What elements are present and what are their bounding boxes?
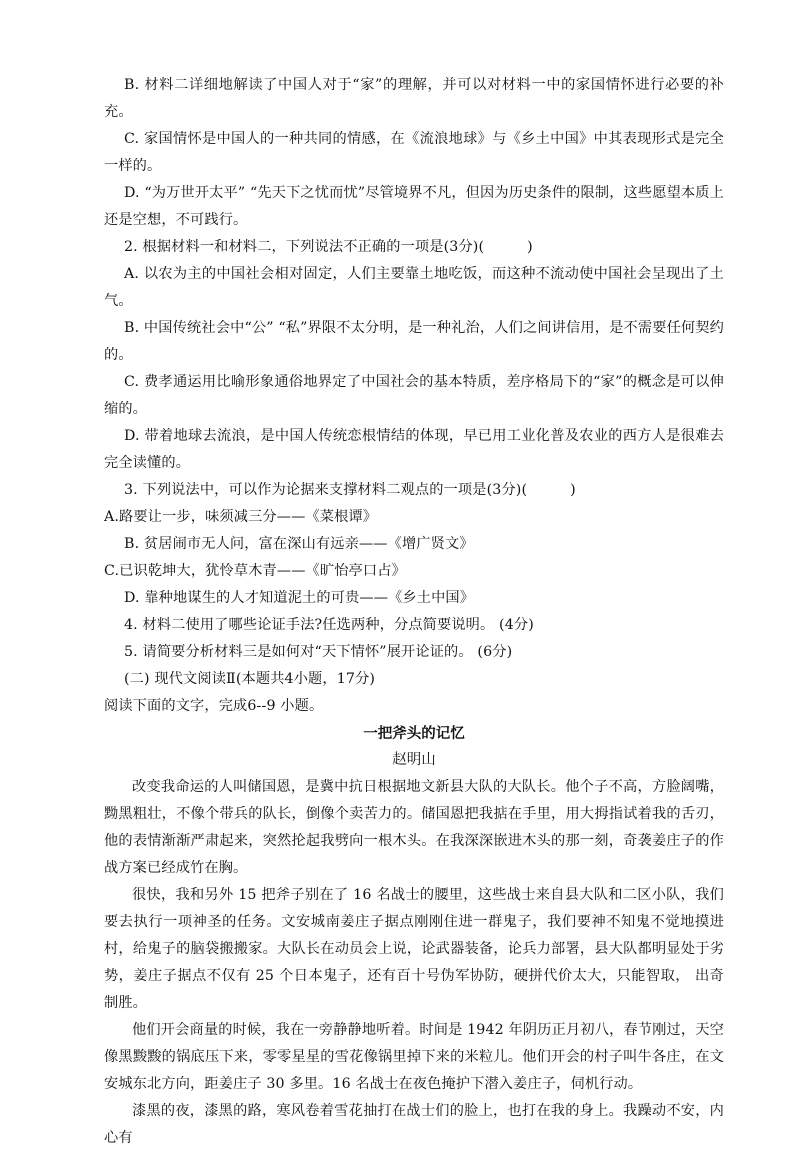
article-paragraph: 很快，我和另外 15 把斧子别在了 16 名战士的腰里，这些战士来自县大队和二区小队，我们要去执行一项神圣的任务。文安城南姜庄子据点刚刚住进一群鬼子，我们要神不知鬼不觉地摸进村，给鬼子的脑袋搬搬家。大队长在动员会上说，论武器装备，论兵力部署，县大队都明显处于劣势，姜庄子据点不仅有 25 个日本鬼子，还有百十号伪军协防，硬拼代价太大，只能智取， 出奇制胜。 [104, 887, 724, 1011]
reading-instruction: 阅读下面的文字，完成6--9 小题。 [104, 698, 324, 714]
question-2-option-b: B. 中国传统社会中“公” “私”界限不太分明，是一种礼治，人们之间讲信用，是不需要任何契约的。 [104, 320, 724, 363]
article-author: 赵明山 [392, 752, 436, 768]
question-2-option-a: A. 以农为主的中国社会相对固定，人们主要靠土地吃饭，而这种不流动使中国社会呈现出了土气。 [104, 266, 724, 309]
option-c-material: C. 家国情怀是中国人的一种共同的情感，在《流浪地球》与《乡土中国》中其表现形式是完全一样的。 [104, 131, 724, 174]
section-heading: (二) 现代文阅读Ⅱ(本题共4小题，17分) [124, 671, 376, 687]
question-2: 2. 根据材料一和材料二，下列说法不正确的一项是(3分)( ) [124, 239, 533, 255]
question-2-option-c: C. 费孝通运用比喻形象通俗地界定了中国社会的基本特质，差序格局下的“家”的概念是可以伸缩的。 [104, 374, 724, 417]
article-paragraph: 改变我命运的人叫储国恩，是冀中抗日根据地文新县大队的大队长。他个子不高，方脸阔嘴，黝黑粗壮，不像个带兵的队长，倒像个卖苦力的。储国恩把我掂在手里，用大拇指试着我的舌刃，他的表情渐渐严肃起来，突然抡起我劈向一根木头。在我深深嵌进木头的那一刻，奇袭姜庄子的作战方案已经成竹在胸。 [104, 779, 724, 876]
page-content [104, 72, 724, 1152]
question-5: 5. 请简要分析材料三是如何对“天下情怀”展开论证的。 (6分) [124, 644, 513, 660]
question-4: 4. 材料二使用了哪些论证手法?任选两种，分点简要说明。 (4分) [124, 617, 534, 633]
article-title: 一把斧头的记忆 [363, 725, 465, 742]
option-d-material: D. “为万世开太平” “先天下之忧而忧”尽管境界不凡，但因为历史条件的限制，这些愿望本质上还是空想，不可践行。 [104, 185, 724, 228]
option-b-material: B. 材料二详细地解读了中国人对于“家”的理解，并可以对材料一中的家国情怀进行必要的补充。 [104, 77, 724, 120]
question-3-option-a: A.路要让一步，味须减三分——《菜根谭》 [104, 509, 378, 525]
question-3-option-b: B. 贫居闹市无人问，富在深山有远亲——《增广贤文》 [124, 536, 474, 552]
question-3-option-c: C.已识乾坤大，犹怜草木青——《旷怡亭口占》 [104, 563, 406, 579]
question-3: 3. 下列说法中，可以作为论据来支撑材料二观点的一项是(3分)( ) [124, 482, 576, 498]
question-2-option-d: D. 带着地球去流浪，是中国人传统恋根情结的体现，早已用工业化普及农业的西方人是很难去完全读懂的。 [104, 428, 724, 471]
question-3-option-d: D. 靠种地谋生的人才知道泥土的可贵——《乡土中国》 [124, 590, 475, 606]
article-paragraph: 他们开会商量的时候，我在一旁静静地听着。时间是 1942 年阴历正月初八，春节刚过，天空像黑黢黢的锅底压下来，零零星星的雪花像锅里掉下来的米粒儿。他们开会的村子叫牛各庄，在文安城东北方向，距姜庄子 30 多里。16 名战士在夜色掩护下潜入姜庄子，伺机行动。 [104, 1022, 724, 1092]
article-paragraph: 漆黑的夜，漆黑的路，寒风卷着雪花抽打在战士们的脸上，也打在我的身上。我躁动不安，内心有 [104, 1103, 724, 1146]
